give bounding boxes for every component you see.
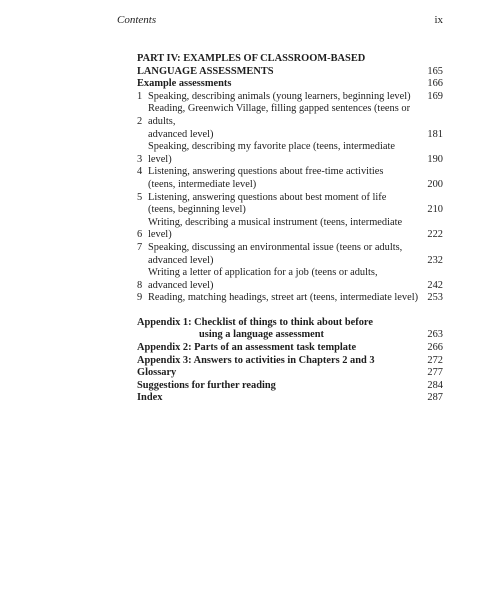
entry-number: 7 (137, 241, 143, 253)
appendix-title: Suggestions for further reading (137, 379, 276, 391)
appendix-page: 263 (427, 329, 443, 341)
entry-page: 169 (427, 90, 443, 102)
appendix-line (137, 367, 443, 380)
toc-entry (137, 166, 443, 191)
appendix-entry (137, 355, 443, 368)
appendix-title: Glossary (137, 367, 177, 379)
example-heading (137, 78, 443, 91)
appendix-entry (137, 317, 443, 342)
appendix-entry (137, 342, 443, 355)
appendix-title: Appendix 2: Parts of an assessment task template (137, 342, 357, 354)
appendix-title: Index (137, 392, 163, 404)
entry-page: 200 (427, 178, 443, 190)
entry-page: 181 (427, 128, 443, 140)
entry-page: 210 (427, 204, 443, 216)
entry-page: 222 (427, 229, 443, 241)
table-of-contents (137, 53, 443, 405)
appendix-page: 284 (427, 379, 443, 391)
toc-entry (137, 217, 443, 242)
entry-title: (teens, beginning level) (148, 204, 246, 216)
appendix-page: 272 (427, 354, 443, 366)
entry-title: Reading, matching headings, street art (teens, intermediate level) (148, 292, 419, 304)
toc-entry (137, 91, 443, 104)
appendix-line (137, 329, 443, 342)
toc-entry (137, 141, 443, 166)
appendix-title: using a language assessment (199, 329, 324, 341)
toc-entry-line (137, 129, 443, 142)
toc-entry-line (137, 204, 443, 217)
toc-entry (137, 242, 443, 267)
appendix-line (137, 317, 443, 330)
appendix-line (137, 380, 443, 393)
appendix-page: 266 (427, 342, 443, 354)
toc-entry-line (137, 166, 443, 179)
appendix-line (137, 342, 443, 355)
page-number: ix (434, 14, 443, 26)
entry-title: advanced level) (148, 128, 214, 140)
entry-title: Listening, answering questions about free-time activities (148, 166, 384, 178)
entry-number: 8 (137, 279, 143, 291)
entry-page: 242 (427, 279, 443, 291)
entry-title: Speaking, discussing an environmental issue (teens or adults, (148, 241, 403, 253)
entry-title: Writing, describing a musical instrument (teens, intermediate level) (148, 216, 403, 241)
entry-number: 9 (137, 292, 143, 304)
toc-entry (137, 103, 443, 141)
appendix-entry (137, 392, 443, 405)
entry-title: Writing a letter of application for a job (teens or adults, advanced level) (148, 267, 378, 291)
toc-entry-line (137, 292, 443, 305)
example-heading-page: 166 (427, 78, 443, 90)
entry-page: 253 (427, 292, 443, 304)
running-title: Contents (117, 14, 157, 26)
entry-list (137, 91, 443, 305)
appendix-list (137, 317, 443, 405)
entry-title: (teens, intermediate level) (148, 178, 257, 190)
entry-number: 5 (137, 191, 143, 203)
appendix-line (137, 392, 443, 405)
entry-number: 2 (137, 115, 143, 127)
entry-title: Reading, Greenwich Village, filling gapped sentences (teens or adults, (148, 103, 411, 127)
appendix-page: 287 (427, 392, 443, 404)
part-page: 165 (427, 65, 443, 77)
toc-entry (137, 192, 443, 217)
toc-entry-line (137, 141, 443, 166)
entry-page: 232 (427, 254, 443, 266)
toc-entry (137, 267, 443, 292)
entry-title: Listening, answering questions about best moment of life (148, 191, 387, 203)
appendix-title: Appendix 1: Checklist of things to think about before (137, 316, 373, 328)
toc-entry-line (137, 267, 443, 292)
appendix-entry (137, 380, 443, 393)
appendix-entry (137, 367, 443, 380)
example-heading-label: Example assessments (137, 78, 232, 90)
entry-page: 190 (427, 153, 443, 165)
appendix-page: 277 (427, 367, 443, 379)
toc-entry-line (137, 255, 443, 268)
entry-title: advanced level) (148, 254, 214, 266)
appendix-title: Appendix 3: Answers to activities in Chapters 2 and 3 (137, 354, 375, 366)
toc-entry (137, 292, 443, 305)
entry-number: 3 (137, 153, 143, 165)
appendix-line (137, 355, 443, 368)
entry-number: 6 (137, 229, 143, 241)
running-head (117, 14, 443, 26)
entry-title: Speaking, describing my favorite place (teens, intermediate level) (148, 141, 395, 165)
toc-entry-line (137, 103, 443, 128)
part-heading-line2: LANGUAGE ASSESSMENTS (137, 65, 274, 77)
toc-entry-line (137, 192, 443, 205)
part-heading-line1: PART IV: EXAMPLES OF CLASSROOM-BASED (137, 53, 366, 64)
toc-entry-line (137, 179, 443, 192)
part-heading (137, 66, 443, 79)
toc-entry-line (137, 242, 443, 255)
section-gap (137, 305, 443, 317)
toc-entry-line (137, 217, 443, 242)
entry-number: 4 (137, 166, 143, 178)
entry-number: 1 (137, 90, 143, 102)
entry-title: Speaking, describing animals (young learners, beginning level) (148, 90, 411, 102)
toc-entry-line (137, 91, 443, 104)
